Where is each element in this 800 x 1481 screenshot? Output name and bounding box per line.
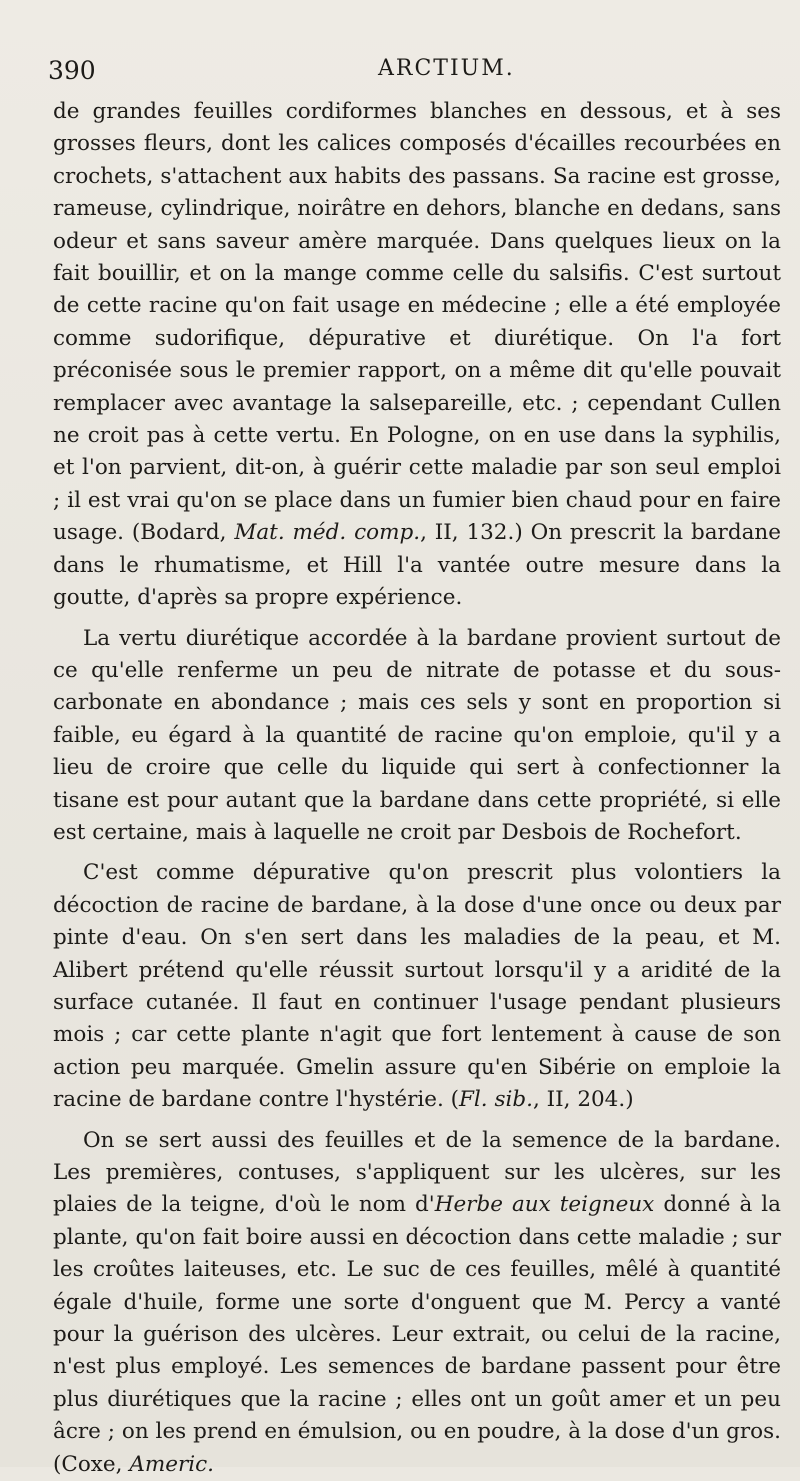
paragraph-2-text: La vertu diurétique accordée à la bardane provient surtout de ce qu'elle renferme un peu de nitrate de potasse et du sous-carbonate en abondance ; mais ces sels y sont en proportion si faible, eu égard à la quantité de racine qu'on emploie, qu'il y a lieu de croire que celle du liquide qui sert à confectionner la tisane est pour autant que la bardane dans cette propriété, si elle est certaine, mais à laquelle ne croit par Desbois de Rochefort. xyxy=(53,625,781,845)
page-number: 390 xyxy=(48,56,96,85)
paragraph-2 xyxy=(53,623,781,850)
paragraph-1-text-2: , II, 132.) On prescrit la bardane dans le rhumatisme, et Hill l'a vantée outre mesure dans la goutte, d'après sa propre expérience. xyxy=(53,520,781,611)
citation-americ: Americ. xyxy=(129,1451,214,1477)
paragraph-3 xyxy=(53,857,781,1116)
citation-mat-med-comp: Mat. méd. comp. xyxy=(234,520,421,546)
running-head: ARCTIUM. xyxy=(378,56,515,81)
body-text xyxy=(53,96,781,1481)
paragraph-1 xyxy=(53,96,781,615)
paragraph-3-text-1: C'est comme dépurative qu'on prescrit plus volontiers la décoction de racine de bardane, à la dose d'une once ou deux par pinte d'eau. On s'en sert dans les maladies de la peau, et M. Alibert prétend qu'elle réussit surtout lorsqu'il y a aridité de la surface cutanée. Il faut en continuer l'usage pendant plusieurs mois ; car cette plante n'agit que fort lentement à cause de son action peu marquée. Gmelin assure qu'en Sibérie on emploie la racine de bardane contre l'hystérie. ( xyxy=(53,860,781,1113)
page-header xyxy=(48,56,780,92)
term-herbe-aux-teigneux: Herbe aux teigneux xyxy=(434,1192,655,1218)
paragraph-4-text-1: On se sert aussi des feuilles et de la semence de la bardane. Les premières, contuses, s'appliquent sur les ulcères, sur les plaies de la teigne, d'où le nom d' xyxy=(53,1127,781,1218)
citation-fl-sib: Fl. sib. xyxy=(459,1087,533,1113)
paragraph-1-text-1: de grandes feuilles cordiformes blanches en dessous, et à ses grosses fleurs, dont les calices composés d'écailles recourbées en crochets, s'attachent aux habits des passans. Sa racine est grosse, rameuse, cylindrique, noirâtre en dehors, blanche en dedans, sans odeur et sans saveur amère marquée. Dans quelques lieux on la fait bouillir, et on la mange comme celle du salsifis. C'est surtout de cette racine qu'on fait usage en médecine ; elle a été employée comme sudorifique, dépurative et diurétique. On l'a fort préconisée sous le premier rapport, on a même dit qu'elle pouvait remplacer avec avantage la salsepareille, etc. ; cependant Cullen ne croit pas à cette vertu. En Pologne, on en use dans la syphilis, et l'on parvient, dit-on, à guérir cette maladie par son seul emploi ; il est vrai qu'on se place dans un fumier bien chaud pour en faire usage. (Bodard, xyxy=(53,99,781,546)
paragraph-3-text-2: , II, 204.) xyxy=(533,1087,634,1113)
paragraph-4-text-2: donné à la plante, qu'on fait boire aussi en décoction dans cette maladie ; sur les croûtes laiteuses, etc. Le suc de ces feuilles, mêlé à quantité égale d'huile, forme une sorte d'onguent que M. Percy a vanté pour la guérison des ulcères. Leur extrait, ou celui de la racine, n'est plus employé. Les semences de bardane passent pour être plus diurétiques que la racine ; elles ont un goût amer et un peu âcre ; on les prend en émulsion, ou en poudre, à la dose d'un gros. (Coxe, xyxy=(53,1192,781,1477)
paragraph-4 xyxy=(53,1125,781,1481)
